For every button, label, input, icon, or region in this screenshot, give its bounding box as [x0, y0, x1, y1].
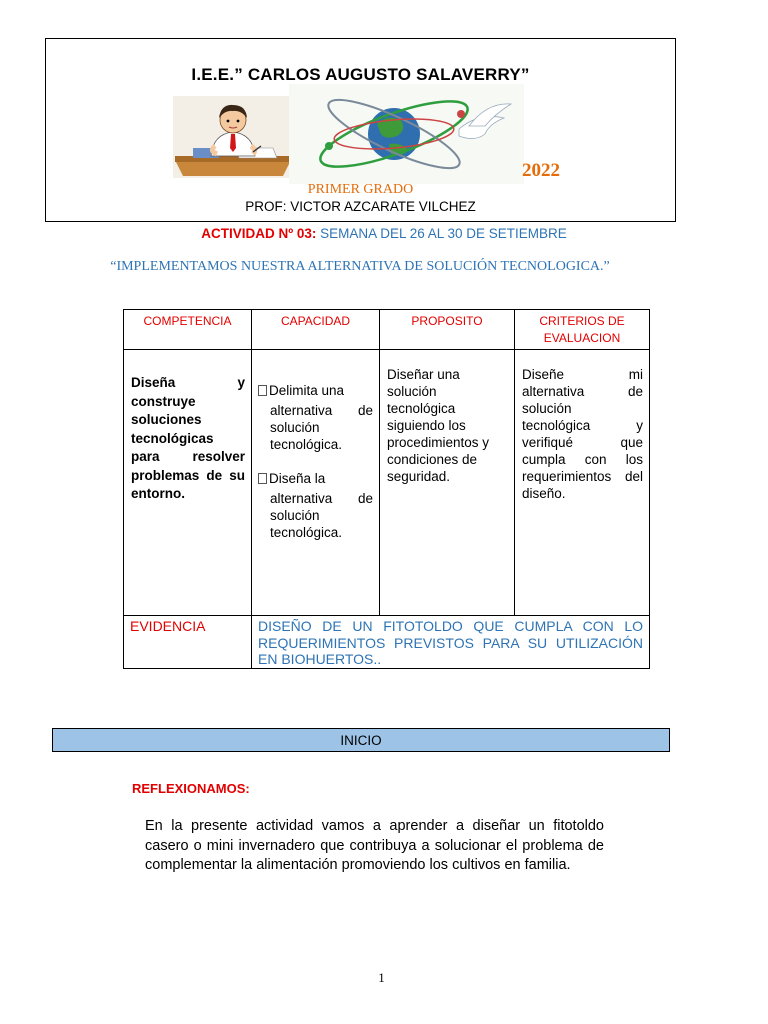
- reflexion-paragraph: En la presente actividad vamos a aprender a diseñar un fitotoldo casero o mini invernadero que contribuya a solucionar el problema de complementar la alimentación promoviendo los cultivos en familia.: [145, 818, 604, 873]
- planning-table: [123, 309, 650, 669]
- capacidad-item-rest: alternativa de solución tecnológica.: [270, 491, 373, 540]
- activity-label: ACTIVIDAD Nº 03:: [201, 226, 317, 241]
- reflexionamos-heading: REFLEXIONAMOS:: [132, 781, 250, 796]
- teacher-name: PROF: VICTOR AZCARATE VILCHEZ: [245, 199, 476, 214]
- student-writing-illustration: [173, 96, 293, 178]
- capacidad-item: Diseña la: [258, 470, 373, 487]
- header-competencia: COMPETENCIA: [124, 310, 252, 350]
- header-criterios: CRITERIOS DE EVALUACION: [515, 310, 650, 350]
- evidencia-label: EVIDENCIA: [124, 616, 252, 669]
- capacidad-cell: [252, 350, 380, 616]
- header-proposito: PROPOSITO: [380, 310, 515, 350]
- grade-label: PRIMER GRADO: [307, 182, 414, 197]
- page-number: 1: [378, 970, 385, 985]
- bullet-icon: [258, 473, 267, 484]
- competencia-cell: Diseña y construye soluciones tecnológicas para resolver problemas de su entorno.: [124, 350, 252, 616]
- capacidad-item: Delimita una: [258, 382, 373, 399]
- inicio-section-bar: INICIO: [52, 728, 670, 752]
- criterios-cell: Diseñe mi alternativa de solución tecnológica y verifiqué que cumpla con los requerimientos del diseño.: [515, 350, 650, 616]
- proposito-cell: Diseñar una solución tecnológica siguiendo los procedimientos y condiciones de seguridad.: [380, 350, 515, 616]
- evidencia-text: DISEÑO DE UN FITOTOLDO QUE CUMPLA CON LO REQUERIMIENTOS PREVISTOS PARA SU UTILIZACIÓN EN BIOHUERTOS..: [252, 616, 650, 669]
- activity-title: “IMPLEMENTAMOS NUESTRA ALTERNATIVA DE SOLUCIÓN TECNOLOGICA.”: [110, 259, 610, 274]
- bullet-icon: [258, 385, 267, 396]
- school-title: I.E.E.” CARLOS AUGUSTO SALAVERRY”: [191, 65, 530, 84]
- header-box: [45, 38, 676, 222]
- header-capacidad: CAPACIDAD: [252, 310, 380, 350]
- activity-line: [0, 226, 768, 241]
- globe-atom-dove-illustration: [289, 84, 524, 184]
- activity-week: SEMANA DEL 26 AL 30 DE SETIEMBRE: [316, 226, 567, 241]
- capacidad-item-rest: alternativa de solución tecnológica.: [270, 403, 373, 452]
- school-year: 2022: [522, 160, 560, 181]
